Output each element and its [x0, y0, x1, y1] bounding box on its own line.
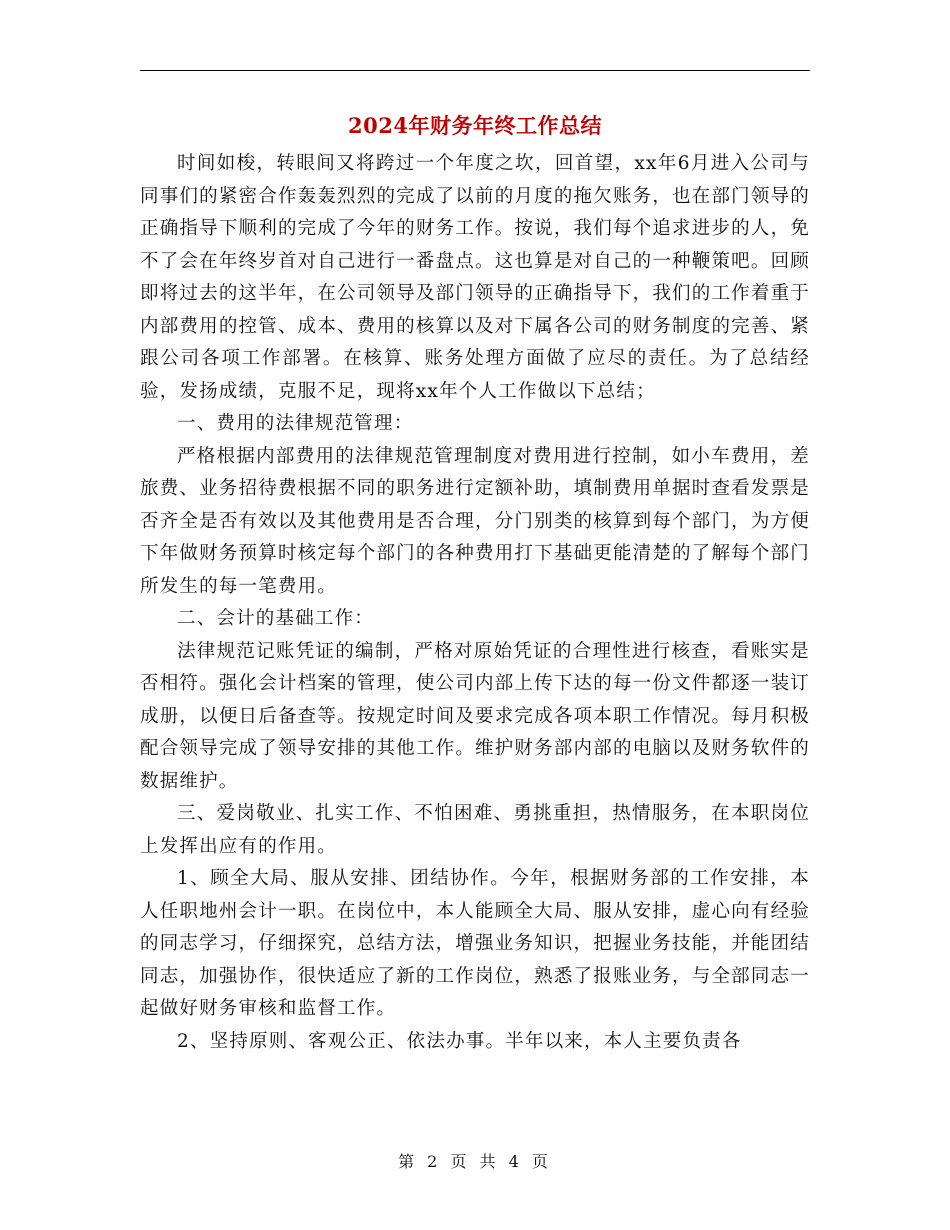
section-heading-1: 一、费用的法律规范管理： [177, 413, 414, 434]
paragraph-item-2: 2、坚持原则、客观公正、依法办事。半年以来，本人主要负责各 [177, 1030, 742, 1052]
document-body [140, 148, 810, 1058]
paragraph-item-1: 1、顾全大局、服从安排、团结协作。今年，根据财务部的工作安排，本人任职地州会计一职。在岗位中，本人能顾全大局、服从安排，虚心向有经验的同志学习，仔细探究，总结方法，增强业务知识，把握业务技能，并能团结同志，加强协作，很快适应了新的工作岗位，熟悉了报账业务，与全部同志一起做好财务审核和监督工作。 [140, 868, 810, 1019]
paragraph-accounting-basics: 法律规范记账凭证的编制，严格对原始凭证的合理性进行核查，看账实是否相符。强化会计档案的管理，使公司内部上传下达的每一份文件都逐一装订成册，以便日后备查等。按规定时间及要求完成各项本职工作情况。每月积极配合领导完成了领导安排的其他工作。维护财务部内部的电脑以及财务软件的数据维护。 [140, 640, 810, 792]
page-footer: 第 2 页 共 4 页 [398, 1152, 552, 1171]
header-rule [140, 70, 810, 71]
page-title: 2024年财务年终工作总结 [348, 113, 602, 138]
section-heading-2: 二、会计的基础工作： [177, 608, 375, 629]
paragraph-intro: 时间如梭，转眼间又将跨过一个年度之坎，回首望，xx年6月进入公司与同事们的紧密合作轰轰烈烈的完成了以前的月度的拖欠账务，也在部门领导的正确指导下顺利的完成了今年的财务工作。按说，我们每个追求进步的人，免不了会在年终岁首对自己进行一番盘点。这也算是对自己的一种鞭策吧。回顾即将过去的这半年，在公司领导及部门领导的正确指导下，我们的工作着重于内部费用的控管、成本、费用的核算以及对下属各公司的财务制度的完善、紧跟公司各项工作部署。在核算、账务处理方面做了应尽的责任。为了总结经验，发扬成绩，克服不足，现将xx年个人工作做以下总结； [140, 153, 810, 402]
section-heading-3: 三、爱岗敬业、扎实工作、不怕困难、勇挑重担，热情服务，在本职岗位上发挥出应有的作用。 [140, 803, 810, 857]
paragraph-expense-management: 严格根据内部费用的法律规范管理制度对费用进行控制，如小车费用，差旅费、业务招待费根据不同的职务进行定额补助，填制费用单据时查看发票是否齐全是否有效以及其他费用是否合理，分门别类的核算到每个部门，为方便下年做财务预算时核定每个部门的各种费用打下基础更能清楚的了解每个部门所发生的每一笔费用。 [140, 445, 810, 597]
